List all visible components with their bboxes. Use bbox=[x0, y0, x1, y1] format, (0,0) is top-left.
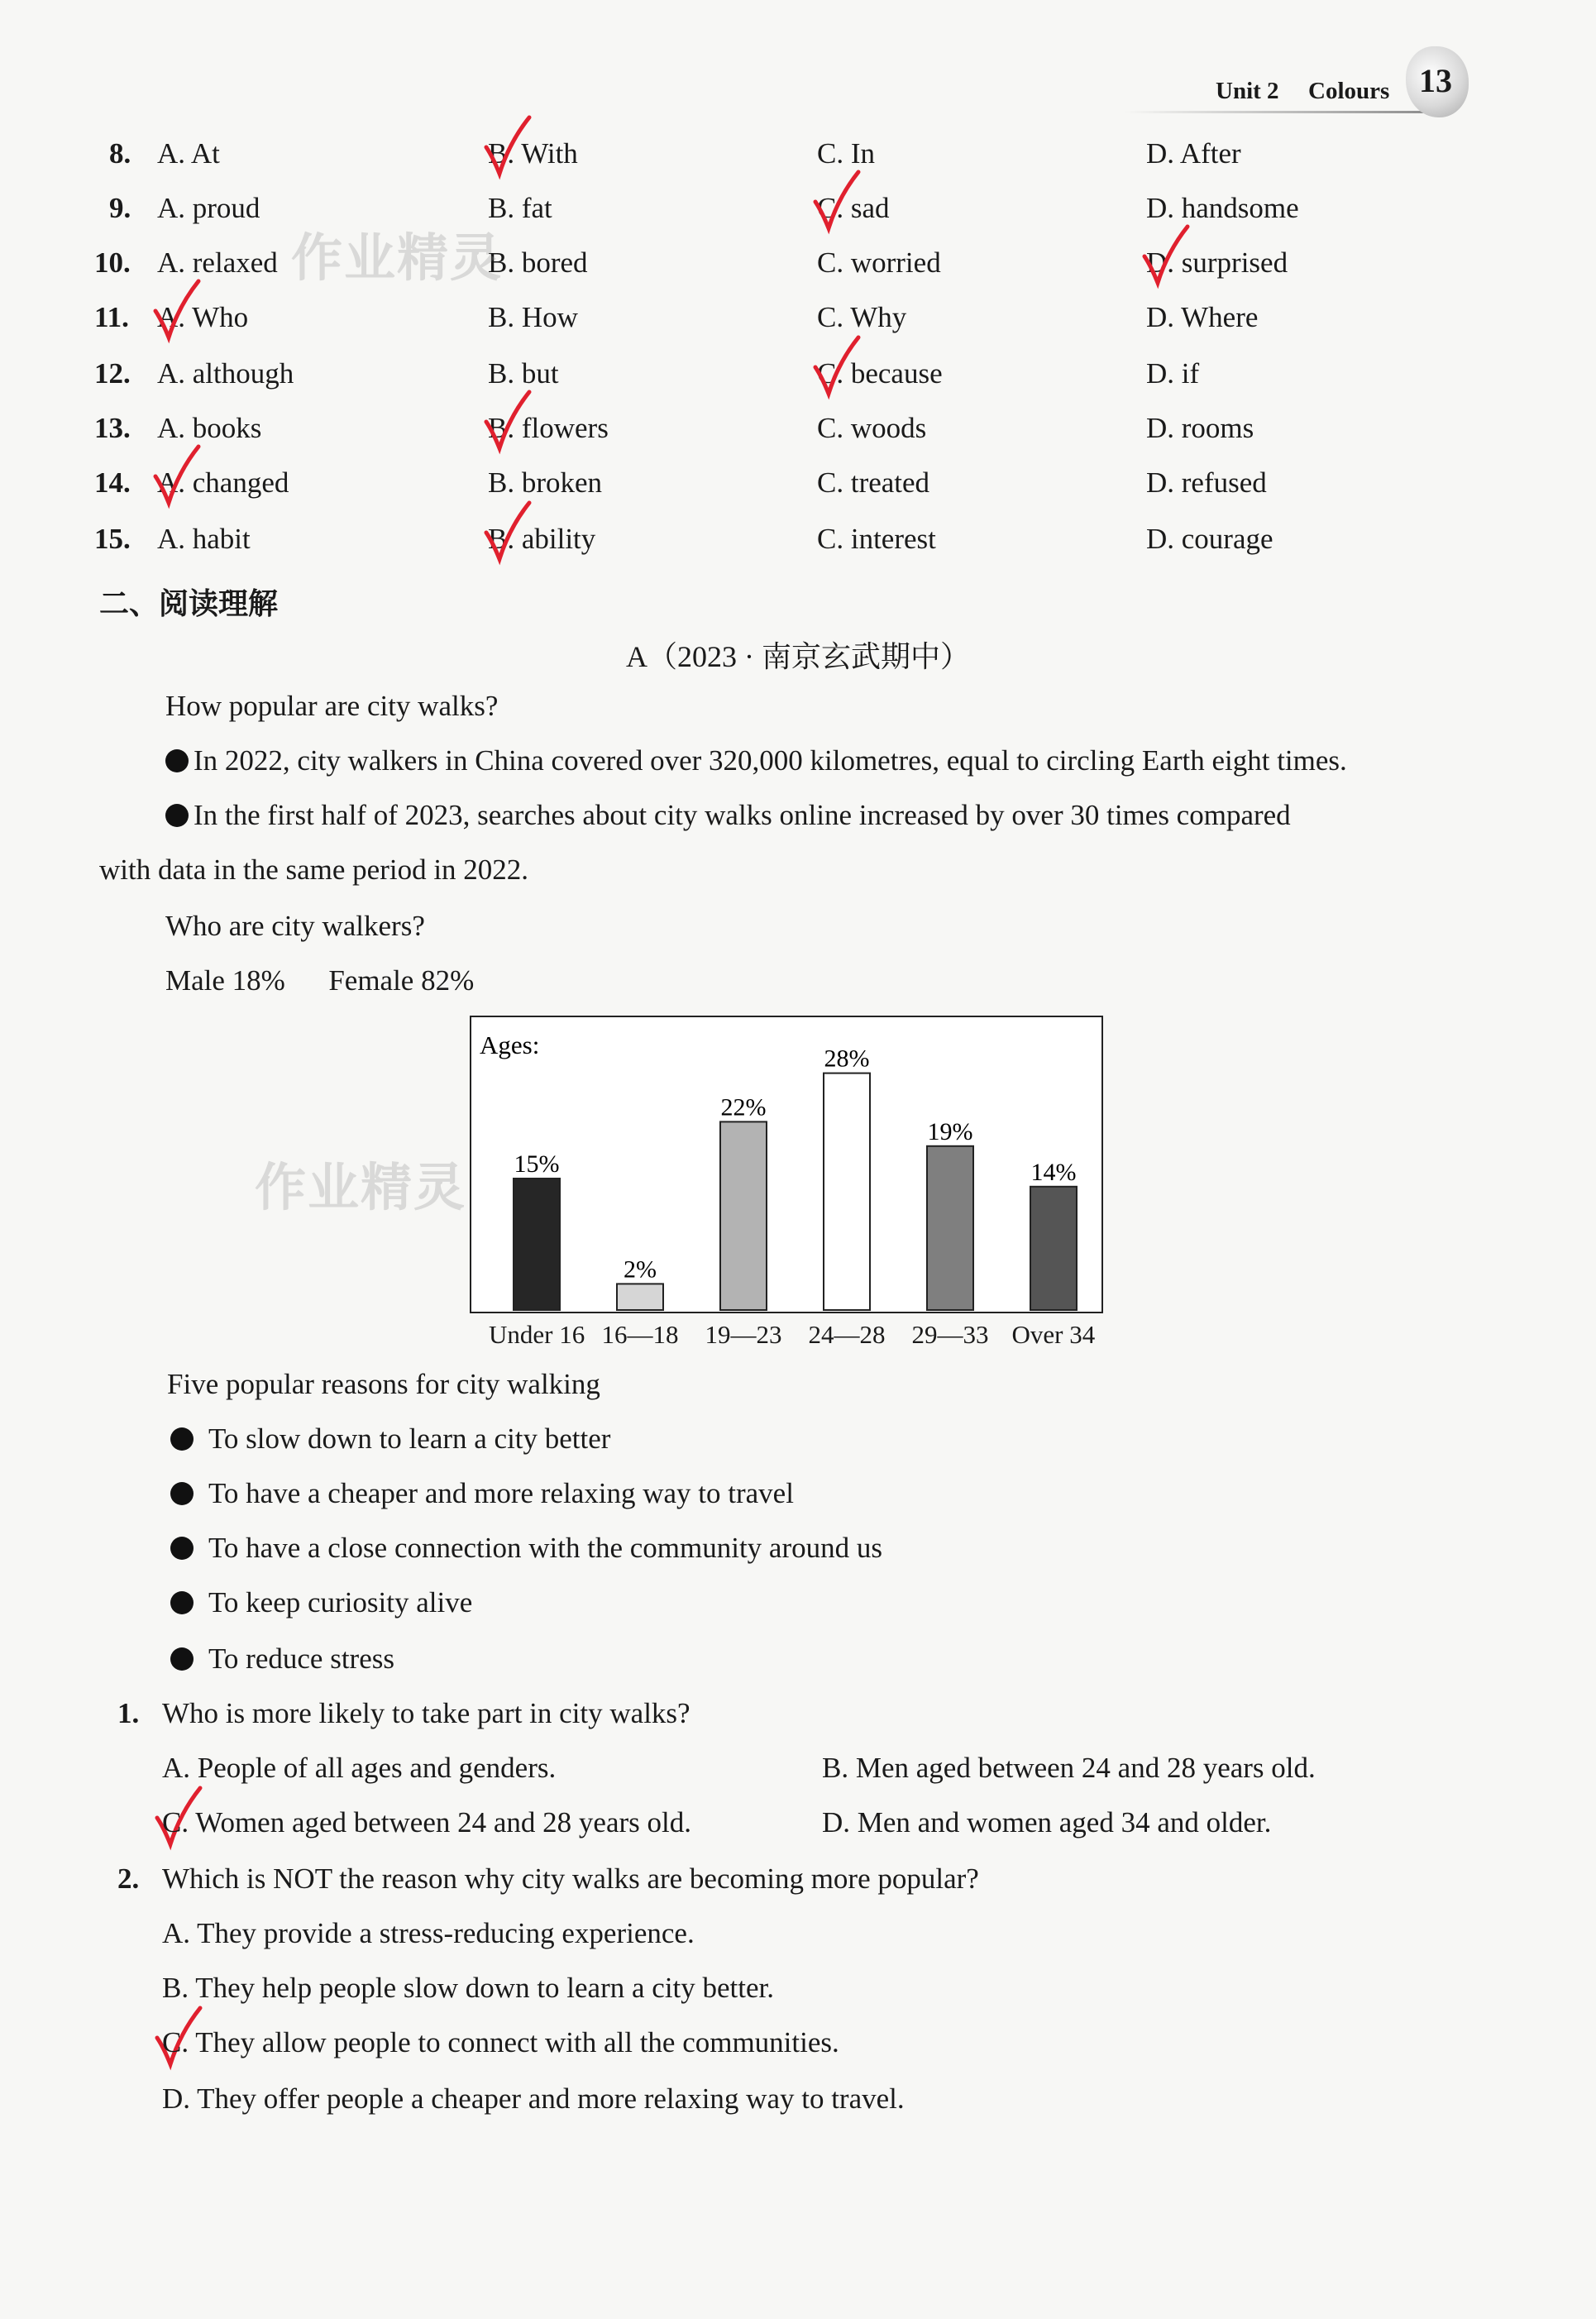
question-number: 14. bbox=[94, 466, 131, 499]
option-d[interactable]: D. Where bbox=[1146, 301, 1259, 333]
option-a[interactable]: A. relaxed bbox=[157, 246, 278, 279]
option-d[interactable]: D. refused bbox=[1146, 466, 1267, 499]
option-c[interactable]: C. because bbox=[817, 357, 943, 390]
chart-bar bbox=[720, 1121, 767, 1310]
header-unit: Unit 2 bbox=[1216, 78, 1279, 104]
bullet-icon bbox=[165, 804, 189, 827]
option-b[interactable]: B. flowers bbox=[488, 412, 609, 444]
bullet-icon bbox=[170, 1591, 194, 1614]
option-c[interactable]: C. sad bbox=[817, 192, 890, 224]
reason-item: To keep curiosity alive bbox=[170, 1588, 472, 1617]
x-tick-label: 24—28 bbox=[808, 1320, 886, 1349]
chart-bar bbox=[514, 1179, 560, 1310]
option-d[interactable]: D. if bbox=[1146, 357, 1200, 390]
chart-title: Ages: bbox=[480, 1030, 540, 1059]
age-bar-chart bbox=[470, 1016, 1103, 1313]
option-a[interactable]: A. People of all ages and genders. bbox=[162, 1752, 557, 1784]
option-b[interactable]: B. broken bbox=[488, 466, 603, 499]
option-b[interactable]: B. Men aged between 24 and 28 years old. bbox=[822, 1752, 1316, 1784]
question-number: 10. bbox=[94, 246, 131, 279]
reason-item: To have a close connection with the community around us bbox=[170, 1533, 882, 1562]
question-number: 11. bbox=[94, 301, 129, 333]
chart-bar bbox=[1030, 1187, 1077, 1310]
option-c[interactable]: C. They allow people to connect with all the communities. bbox=[162, 2026, 839, 2058]
option-d[interactable]: D. After bbox=[1146, 137, 1241, 170]
option-b[interactable]: B. bored bbox=[488, 246, 588, 279]
bullet-icon bbox=[170, 1482, 194, 1505]
watermark: 作业精灵 bbox=[291, 227, 504, 288]
option-d[interactable]: D. Men and women aged 34 and older. bbox=[822, 1806, 1272, 1838]
option-c[interactable]: C. woods bbox=[817, 412, 927, 444]
bar-value-label: 19% bbox=[927, 1117, 973, 1145]
bar-value-label: 14% bbox=[1030, 1158, 1077, 1186]
passage-title: A（2023 · 南京玄武期中） bbox=[626, 640, 970, 673]
option-c[interactable]: C. In bbox=[817, 137, 875, 170]
bullet-icon bbox=[170, 1647, 194, 1671]
option-b[interactable]: B. They help people slow down to learn a city better. bbox=[162, 1972, 775, 2004]
option-b[interactable]: B. fat bbox=[488, 192, 552, 224]
question-number: 12. bbox=[94, 357, 131, 390]
option-a[interactable]: A. At bbox=[157, 137, 220, 170]
option-c[interactable]: C. Women aged between 24 and 28 years old. bbox=[162, 1806, 691, 1838]
passage-fact-continued: with data in the same period in 2022. bbox=[99, 853, 529, 886]
section-heading: 二、阅读理解 bbox=[99, 587, 279, 621]
header-rule bbox=[1125, 111, 1439, 113]
bullet-icon bbox=[170, 1537, 194, 1560]
option-a[interactable]: A. habit bbox=[157, 523, 251, 555]
option-b[interactable]: B. With bbox=[488, 137, 578, 170]
gender-stats: Male 18% Female 82% bbox=[165, 964, 475, 997]
bar-value-label: 22% bbox=[720, 1093, 767, 1121]
option-d[interactable]: D. surprised bbox=[1146, 246, 1288, 279]
option-a[interactable]: A. books bbox=[157, 412, 262, 444]
reason-item: To reduce stress bbox=[170, 1644, 394, 1673]
question-number: 8. bbox=[109, 137, 131, 170]
bar-value-label: 15% bbox=[514, 1150, 560, 1178]
reasons-heading: Five popular reasons for city walking bbox=[167, 1368, 600, 1400]
question-number: 1. bbox=[117, 1697, 140, 1729]
question-stem: Which is NOT the reason why city walks are becoming more popular? bbox=[162, 1862, 979, 1895]
chart-bar bbox=[617, 1284, 663, 1310]
option-d[interactable]: D. rooms bbox=[1146, 412, 1254, 444]
option-d[interactable]: D. courage bbox=[1146, 523, 1273, 555]
chart-bar bbox=[824, 1073, 870, 1310]
bullet-icon bbox=[170, 1427, 194, 1451]
bullet-icon bbox=[165, 749, 189, 772]
option-b[interactable]: B. but bbox=[488, 357, 559, 390]
option-d[interactable]: D. handsome bbox=[1146, 192, 1299, 224]
reason-item: To have a cheaper and more relaxing way to travel bbox=[170, 1479, 794, 1508]
question-number: 2. bbox=[117, 1862, 140, 1895]
passage-fact: In the first half of 2023, searches about city walks online increased by over 30 times compared bbox=[165, 801, 1291, 830]
x-tick-label: 19—23 bbox=[705, 1320, 782, 1349]
x-tick-label: Over 34 bbox=[1011, 1320, 1096, 1349]
question-number: 15. bbox=[94, 523, 131, 555]
passage-fact: In 2022, city walkers in China covered over 320,000 kilometres, equal to circling Earth eight times. bbox=[165, 746, 1347, 775]
option-a[interactable]: A. Who bbox=[157, 301, 249, 333]
x-tick-label: 16—18 bbox=[601, 1320, 679, 1349]
option-a[interactable]: A. although bbox=[157, 357, 294, 390]
option-b[interactable]: B. How bbox=[488, 301, 578, 333]
option-c[interactable]: C. worried bbox=[817, 246, 941, 279]
option-b[interactable]: B. ability bbox=[488, 523, 596, 555]
x-tick-label: Under 16 bbox=[489, 1320, 585, 1349]
option-a[interactable]: A. changed bbox=[157, 466, 289, 499]
bar-value-label: 2% bbox=[624, 1255, 657, 1284]
bar-value-label: 28% bbox=[824, 1045, 870, 1073]
header-title: Colours bbox=[1308, 78, 1390, 104]
passage-question: Who are city walkers? bbox=[165, 910, 425, 942]
option-c[interactable]: C. Why bbox=[817, 301, 907, 333]
reason-item: To slow down to learn a city better bbox=[170, 1424, 610, 1453]
watermark: 作业精灵 bbox=[255, 1157, 467, 1217]
x-tick-label: 29—33 bbox=[911, 1320, 989, 1349]
question-stem: Who is more likely to take part in city walks? bbox=[162, 1697, 690, 1729]
chart-bar bbox=[927, 1146, 973, 1310]
option-a[interactable]: A. They provide a stress-reducing experience. bbox=[162, 1917, 695, 1949]
option-a[interactable]: A. proud bbox=[157, 192, 260, 224]
passage-question: How popular are city walks? bbox=[165, 690, 499, 722]
question-number: 9. bbox=[109, 192, 131, 224]
page-number: 13 bbox=[1419, 62, 1452, 99]
option-d[interactable]: D. They offer people a cheaper and more relaxing way to travel. bbox=[162, 2082, 905, 2115]
question-number: 13. bbox=[94, 412, 131, 444]
option-c[interactable]: C. treated bbox=[817, 466, 930, 499]
option-c[interactable]: C. interest bbox=[817, 523, 936, 555]
